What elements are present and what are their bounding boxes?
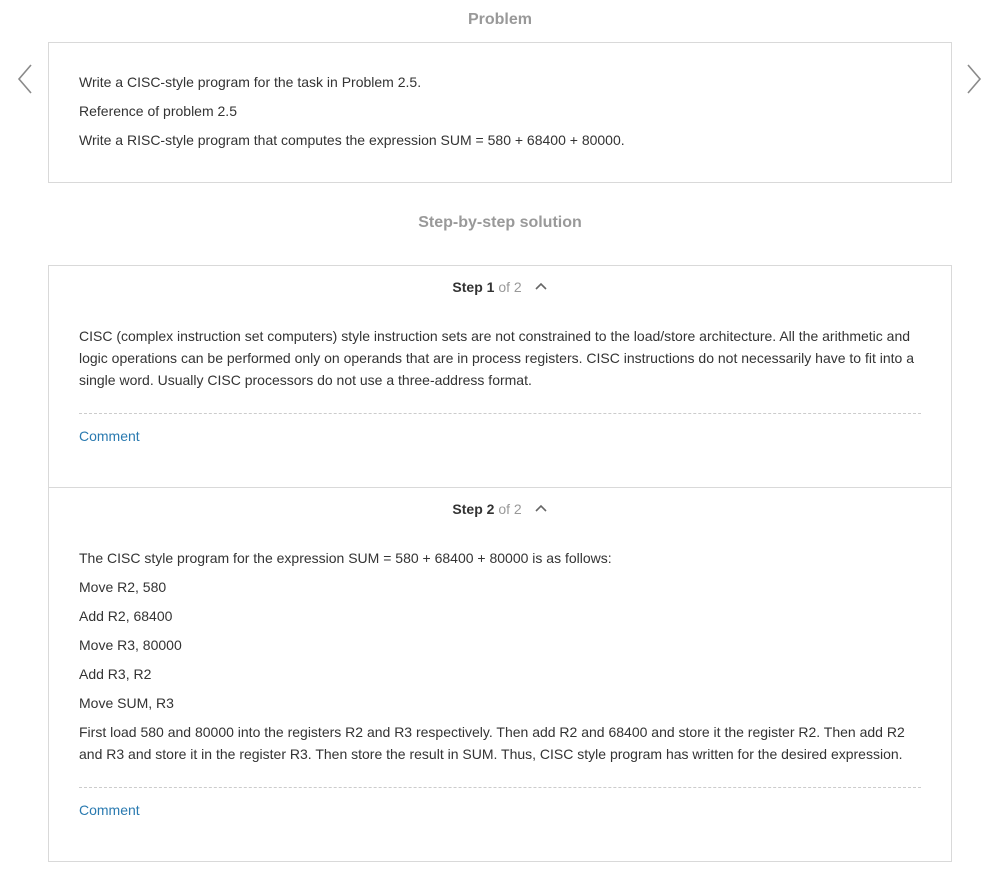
step-header [49, 499, 951, 519]
chevron-up-icon [534, 279, 548, 293]
code-line: Move SUM, R3 [79, 695, 174, 711]
code-line: Move R2, 580 [79, 579, 167, 595]
step-label: Step 1 [452, 279, 495, 295]
step-paragraph: CISC (complex instruction set computers) style instruction sets are not constrained to the load/store architecture. All the arithmetic and logic operations can be performed only on operands that are in process registers. CISC instructions do not necessarily have to fit into a single word. Usually CISC processors do not use a three-address format. [79, 328, 915, 388]
solution-steps-card [48, 265, 952, 862]
step-label: Step 2 [452, 501, 495, 517]
step-explanation: First load 580 and 80000 into the registers R2 and R3 respectively. Then add R2 and 68400 and store it the register R2. Then add R2 and R3 and store it in the register R3. Then store the result in SUM. Thus, CISC style program has written for the desired expression. [79, 724, 905, 762]
comment-link[interactable]: Comment [79, 428, 140, 444]
code-line: Move R3, 80000 [79, 637, 182, 653]
code-line: Add R3, R2 [79, 666, 152, 682]
step-panel [49, 488, 951, 861]
prev-problem-button[interactable] [13, 62, 37, 96]
step-divider [79, 413, 921, 414]
step-divider [79, 787, 921, 788]
chevron-up-icon [534, 501, 548, 515]
comment-link[interactable]: Comment [79, 802, 140, 818]
solution-heading: Step-by-step solution [418, 214, 582, 231]
chevron-right-icon [962, 62, 986, 96]
next-problem-button[interactable] [962, 62, 986, 96]
step-count: of 2 [498, 279, 522, 295]
chevron-left-icon [13, 62, 37, 96]
problem-reference-label: Reference of problem 2.5 [79, 103, 237, 119]
step-intro: The CISC style program for the expression SUM = 580 + 68400 + 80000 is as follows: [79, 550, 612, 566]
step-panel [49, 266, 951, 488]
problem-reference-text: Write a RISC-style program that computes the expression SUM = 580 + 68400 + 80000. [79, 132, 625, 148]
step-count: of 2 [498, 501, 522, 517]
collapse-step-button[interactable] [534, 500, 548, 514]
problem-card [48, 42, 952, 183]
collapse-step-button[interactable] [534, 278, 548, 292]
problem-statement: Write a CISC-style program for the task in Problem 2.5. [79, 74, 422, 90]
step-header [49, 277, 951, 297]
code-line: Add R2, 68400 [79, 608, 173, 624]
problem-heading: Problem [467, 11, 532, 28]
